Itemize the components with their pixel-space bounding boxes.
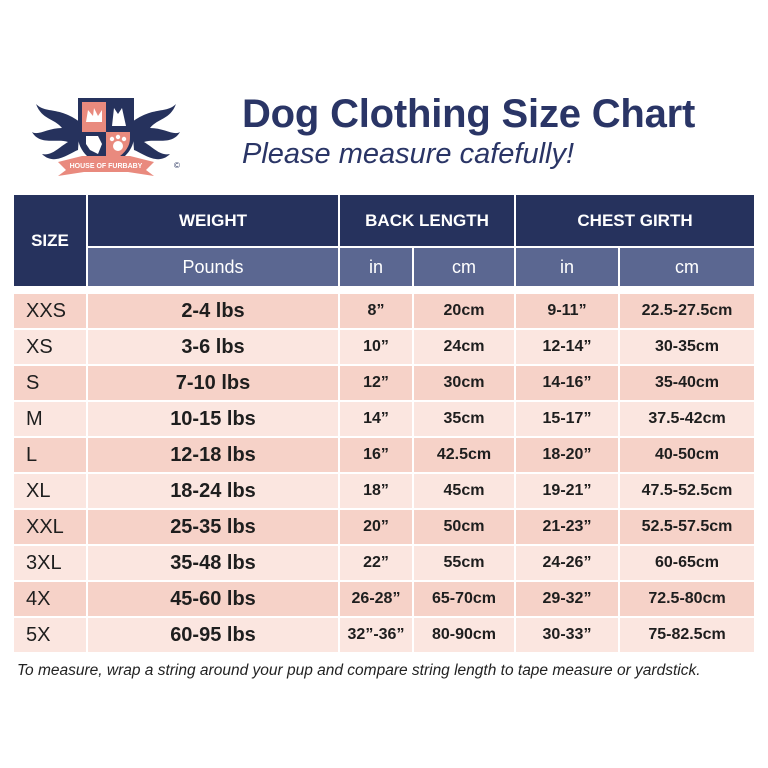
measuring-footnote: To measure, wrap a string around your pup and compare string length to tape measure or yardstick. <box>17 662 701 679</box>
table-row <box>14 474 754 508</box>
table-row <box>14 330 754 364</box>
unit-header-row <box>14 248 754 286</box>
chest-cm-cell: 60-65cm <box>620 546 754 580</box>
group-header-row <box>14 195 754 246</box>
back-cm-cell: 24cm <box>414 330 514 364</box>
table-row <box>14 366 754 400</box>
size-cell: XS <box>14 330 86 364</box>
house-of-furbaby-logo <box>28 84 184 180</box>
unit-back-in: in <box>340 248 412 286</box>
back-in-cell: 22” <box>340 546 412 580</box>
weight-cell: 12-18 lbs <box>88 438 338 472</box>
table-row <box>14 510 754 544</box>
chest-in-cell: 18-20” <box>516 438 618 472</box>
table-row <box>14 546 754 580</box>
size-cell: 3XL <box>14 546 86 580</box>
table-row <box>14 582 754 616</box>
size-cell: 4X <box>14 582 86 616</box>
chest-in-cell: 12-14” <box>516 330 618 364</box>
chest-in-cell: 29-32” <box>516 582 618 616</box>
back-cm-cell: 55cm <box>414 546 514 580</box>
back-cm-cell: 45cm <box>414 474 514 508</box>
back-cm-cell: 80-90cm <box>414 618 514 652</box>
back-cm-cell: 42.5cm <box>414 438 514 472</box>
back-cm-cell: 50cm <box>414 510 514 544</box>
unit-chest-in: in <box>516 248 618 286</box>
chest-cm-cell: 52.5-57.5cm <box>620 510 754 544</box>
chest-in-cell: 30-33” <box>516 618 618 652</box>
table-row <box>14 618 754 652</box>
table-row <box>14 294 754 328</box>
table-row <box>14 402 754 436</box>
back-cm-cell: 35cm <box>414 402 514 436</box>
page-subtitle: Please measure cafefully! <box>242 138 575 170</box>
back-in-cell: 14” <box>340 402 412 436</box>
chest-cm-cell: 37.5-42cm <box>620 402 754 436</box>
weight-cell: 25-35 lbs <box>88 510 338 544</box>
back-in-cell: 10” <box>340 330 412 364</box>
back-in-cell: 18” <box>340 474 412 508</box>
back-in-cell: 12” <box>340 366 412 400</box>
back-in-cell: 26-28” <box>340 582 412 616</box>
size-cell: L <box>14 438 86 472</box>
header-back-length: BACK LENGTH <box>340 195 514 246</box>
copyright-mark: © <box>174 161 180 170</box>
weight-cell: 18-24 lbs <box>88 474 338 508</box>
chest-cm-cell: 35-40cm <box>620 366 754 400</box>
weight-cell: 45-60 lbs <box>88 582 338 616</box>
chest-cm-cell: 22.5-27.5cm <box>620 294 754 328</box>
size-cell: M <box>14 402 86 436</box>
size-cell: XL <box>14 474 86 508</box>
back-cm-cell: 20cm <box>414 294 514 328</box>
chest-in-cell: 15-17” <box>516 402 618 436</box>
chest-cm-cell: 30-35cm <box>620 330 754 364</box>
chest-in-cell: 19-21” <box>516 474 618 508</box>
unit-pounds: Pounds <box>88 248 338 286</box>
weight-cell: 7-10 lbs <box>88 366 338 400</box>
chest-cm-cell: 40-50cm <box>620 438 754 472</box>
header-chest-girth: CHEST GIRTH <box>516 195 754 246</box>
logo-ribbon-text: HOUSE OF FURBABY <box>69 163 143 170</box>
chest-cm-cell: 75-82.5cm <box>620 618 754 652</box>
chest-cm-cell: 47.5-52.5cm <box>620 474 754 508</box>
back-in-cell: 8” <box>340 294 412 328</box>
header-size: SIZE <box>14 195 86 286</box>
page-title: Dog Clothing Size Chart <box>242 92 696 136</box>
weight-cell: 60-95 lbs <box>88 618 338 652</box>
chest-in-cell: 21-23” <box>516 510 618 544</box>
size-cell: XXS <box>14 294 86 328</box>
chest-in-cell: 14-16” <box>516 366 618 400</box>
weight-cell: 2-4 lbs <box>88 294 338 328</box>
size-chart-table <box>12 193 754 654</box>
weight-cell: 35-48 lbs <box>88 546 338 580</box>
table-row <box>14 438 754 472</box>
header-weight: WEIGHT <box>88 195 338 246</box>
header-spacer <box>14 288 754 292</box>
weight-cell: 10-15 lbs <box>88 402 338 436</box>
unit-back-cm: cm <box>414 248 514 286</box>
size-cell: XXL <box>14 510 86 544</box>
chest-in-cell: 9-11” <box>516 294 618 328</box>
weight-cell: 3-6 lbs <box>88 330 338 364</box>
back-in-cell: 20” <box>340 510 412 544</box>
unit-chest-cm: cm <box>620 248 754 286</box>
chest-in-cell: 24-26” <box>516 546 618 580</box>
size-cell: 5X <box>14 618 86 652</box>
back-in-cell: 16” <box>340 438 412 472</box>
size-cell: S <box>14 366 86 400</box>
back-cm-cell: 30cm <box>414 366 514 400</box>
chest-cm-cell: 72.5-80cm <box>620 582 754 616</box>
back-in-cell: 32”-36” <box>340 618 412 652</box>
back-cm-cell: 65-70cm <box>414 582 514 616</box>
